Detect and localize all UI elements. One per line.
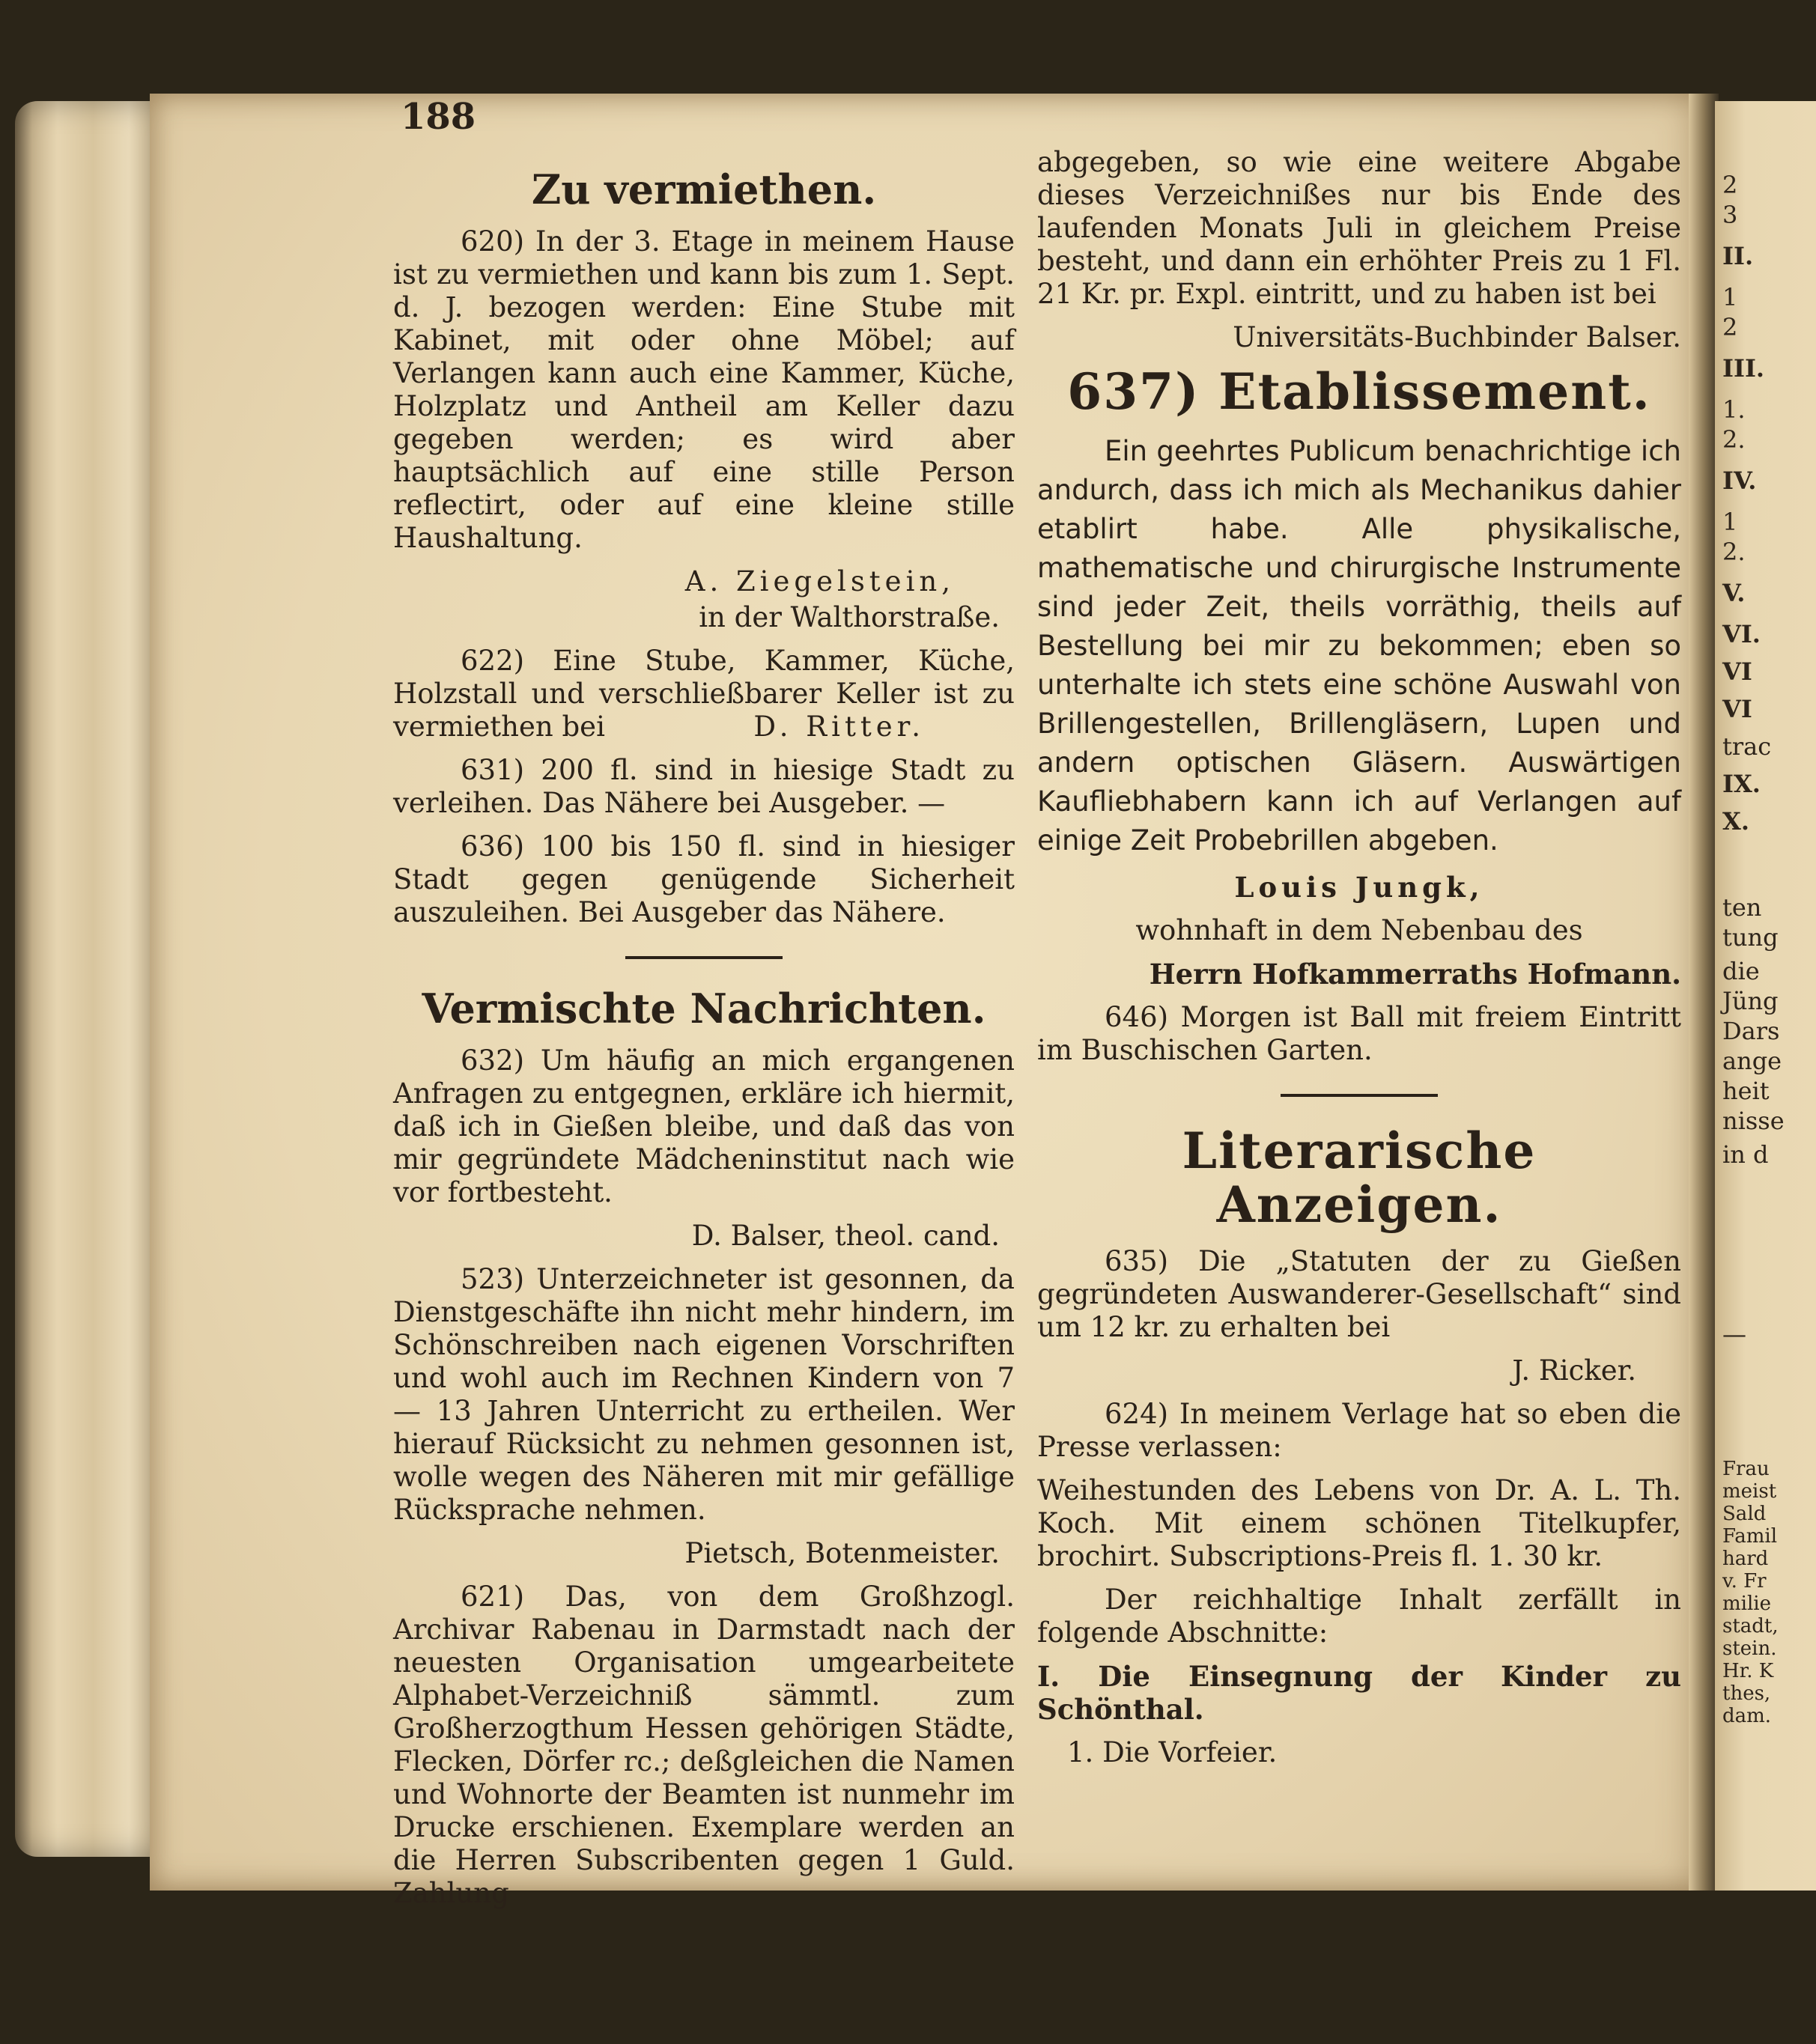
next-page-fragment: v. Fr: [1722, 1570, 1767, 1593]
next-page-fragment: Frau: [1722, 1458, 1770, 1480]
next-page-fragment: dam.: [1722, 1705, 1772, 1727]
ad-523: 523) Unterzeichneter ist gesonnen, da Dienstgeschäfte ihn nicht mehr hindern, im Schönschreiben nach eigenen Vorschriften und wohl auch im Rechnen Kindern von 7 — 13 Jahren Unterricht zu ertheilen. Wer hierauf Rücksicht zu nehmen gesonnen ist, wolle wegen des Näheren mit mir gefällige Rücksprache nehmen.: [393, 1263, 1015, 1526]
ad-624-contents: Der reichhaltige Inhalt zerfällt in folgende Abschnitte:: [1037, 1584, 1681, 1649]
heading-rent: Zu vermiethen.: [531, 165, 877, 213]
next-page-fragment: in d: [1722, 1140, 1769, 1169]
page-number: 188: [401, 96, 476, 138]
next-page-fragment: ten: [1722, 893, 1762, 922]
next-page-fragment: Famil: [1722, 1525, 1778, 1548]
next-page-fragment: VI: [1722, 695, 1752, 723]
ad-624-item-2: 1. Die Vorfeier.: [1067, 1736, 1278, 1768]
section-divider-2: [1281, 1094, 1438, 1097]
next-page-fragment: hard: [1722, 1548, 1769, 1570]
ad-624: 624) In meinem Verlage hat so eben die Presse verlassen:: [1037, 1398, 1681, 1463]
ad-523-signature: Pietsch, Botenmeister.: [684, 1537, 1000, 1569]
ad-646: 646) Morgen ist Ball mit freiem Eintritt im Buschischen Garten.: [1037, 1001, 1681, 1066]
ad-635-signature: J. Ricker.: [1512, 1354, 1636, 1387]
next-page-fragment: Sald: [1722, 1503, 1767, 1525]
ad-620-signature: A. Ziegelstein,: [684, 565, 955, 597]
next-page-strip: [1715, 101, 1816, 1891]
left-column: [393, 161, 1015, 1920]
next-page-fragment: II.: [1722, 242, 1754, 270]
next-page-fragment: V.: [1722, 579, 1746, 607]
ad-620-address: in der Walthorstraße.: [699, 601, 1000, 633]
next-page-fragment: III.: [1722, 354, 1765, 383]
ad-621: 621) Das, von dem Großhzogl. Archivar Rabenau in Darmstadt nach der neuesten Organisation umgearbeitete Alphabet-Verzeichniß sämmtl. zum Großherzogthum Hessen gehörigen Städte, Flecken, Dörfer rc.; deßgleichen die Namen und Wohnorte der Beamten ist nunmehr im Drucke erschienen. Exemplare werden an die Herren Subscribenten gegen 1 Guld. Zahlung: [393, 1581, 1015, 1909]
next-page-fragment: die: [1722, 957, 1760, 985]
next-page-fragment: stadt,: [1722, 1615, 1779, 1637]
next-page-fragment: VI.: [1722, 620, 1761, 648]
next-page-fragment: stein.: [1722, 1637, 1777, 1660]
next-page-fragment: nisse: [1722, 1107, 1785, 1135]
next-page-fragment: 2: [1722, 171, 1738, 199]
ad-631: 631) 200 fl. sind in hiesige Stadt zu verleihen. Das Nähere bei Ausgeber. —: [393, 754, 1015, 819]
ad-636: 636) 100 bis 150 fl. sind in hiesiger Stadt gegen genügende Sicherheit auszuleihen. Bei Ausgeber das Nähere.: [393, 830, 1015, 928]
heading-misc: Vermischte Nachrichten.: [422, 985, 986, 1032]
next-page-fragment: Dars: [1722, 1017, 1780, 1045]
next-page-fragment: 3: [1722, 201, 1738, 229]
ad-637-signature: Louis Jungk,: [1234, 871, 1484, 904]
ad-635: 635) Die „Statuten der zu Gießen gegründeten Auswanderer-Gesellschaft“ sind um 12 kr. zu erhalten bei: [1037, 1245, 1681, 1343]
next-page-fragment: X.: [1722, 807, 1749, 836]
ad-632: 632) Um häufig an mich ergangenen Anfragen zu entgegnen, erkläre ich hiermit, daß ich in Gießen bleibe, und daß das von mir gegründete Mädcheninstitut nach wie vor fortbesteht.: [393, 1044, 1015, 1208]
next-page-fragment: IV.: [1722, 466, 1757, 495]
ad-621-signature: Universitäts-Buchbinder Balser.: [1233, 321, 1681, 353]
ad-624-item-1: I. Die Einsegnung der Kinder zu Schönthal.: [1037, 1660, 1681, 1726]
next-page-fragment: IX.: [1722, 770, 1761, 798]
ad-622: 622) Eine Stube, Kammer, Küche, Holzstall und verschließbarer Keller ist zu vermiethen bei: [393, 645, 1015, 743]
next-page-fragment: Hr. K: [1722, 1660, 1774, 1682]
next-page-fragment: 1.: [1722, 395, 1746, 424]
ad-637-address-1: wohnhaft in dem Nebenbau des: [1135, 914, 1583, 946]
ad-621-continued: abgegeben, so wie eine weitere Abgabe dieses Verzeichnißes nur bis Ende des laufenden Monats Juli in gleichem Preise besteht, und dann ein erhöhter Preis zu 1 Fl. 21 Kr. pr. Expl. eintritt, und zu haben ist bei: [1037, 146, 1681, 310]
section-divider: [625, 956, 783, 959]
next-page-fragment: Jüng: [1722, 987, 1779, 1015]
next-page-fragment: —: [1722, 1320, 1746, 1348]
right-column: [1037, 146, 1681, 1780]
book-gutter: [1689, 94, 1719, 1891]
next-page-fragment: thes,: [1722, 1682, 1771, 1705]
ad-622-signature: D. Ritter.: [753, 711, 925, 743]
next-page-fragment: milie: [1722, 1593, 1771, 1615]
ad-637-block: [1037, 432, 1681, 860]
next-page-fragment: trac: [1722, 732, 1772, 761]
ad-620: 620) In der 3. Etage in meinem Hause ist zu vermiethen und kann bis zum 1. Sept. d. J. bezogen werden: Eine Stube mit Kabinet, mit oder ohne Möbel; auf Verlangen kann auch eine Kammer, Küche, Holzplatz und Antheil am Keller dazu gegeben werden; es wird aber hauptsächlich auf eine stille Person reflectirt, oder auf eine kleine stille Haushaltung.: [393, 225, 1015, 554]
next-page-fragment: tung: [1722, 923, 1779, 952]
next-page-fragment: heit: [1722, 1077, 1770, 1105]
ad-637-address-2: Herrn Hofkammerraths Hofmann.: [1149, 958, 1681, 991]
ad-632-signature: D. Balser, theol. cand.: [691, 1220, 1000, 1252]
ad-637: Ein geehrtes Publicum benachrichtige ich andurch, dass ich mich als Mechanikus dahier etablirt habe. Alle physikalische, mathematische und chirurgische Instrumente sind jeder Zeit, theils vorräthig, theils auf Bestellung bei mir zu bekommen; eben so unterhalte ich stets eine schöne Auswahl von Brillengestellen, Brillengläsern, Lupen und andern optischen Gläsern. Auswärtigen Kaufliebhabern kann ich auf Verlangen auf einige Zeit Probebrillen abgeben.: [1037, 435, 1681, 857]
ad-624-title: Weihestunden des Lebens von Dr. A. L. Th. Koch. Mit einem schönen Titelkupfer, brochirt. Subscriptions-Preis fl. 1. 30 kr.: [1037, 1474, 1681, 1572]
next-page-fragment: 2.: [1722, 425, 1746, 454]
next-page-fragment: 1: [1722, 283, 1738, 311]
next-page-fragment: 2.: [1722, 538, 1746, 566]
next-page-fragment: VI: [1722, 657, 1752, 686]
next-page-fragment: meist: [1722, 1480, 1777, 1503]
next-page-fragment: 1: [1722, 508, 1738, 536]
heading-literarisch: Literarische Anzeigen.: [1182, 1122, 1537, 1234]
next-page-fragment: 2: [1722, 313, 1738, 341]
book-page-edges: [15, 101, 157, 1857]
next-page-fragment: ange: [1722, 1047, 1782, 1075]
heading-etablissement: 637) Etablissement.: [1067, 362, 1651, 421]
